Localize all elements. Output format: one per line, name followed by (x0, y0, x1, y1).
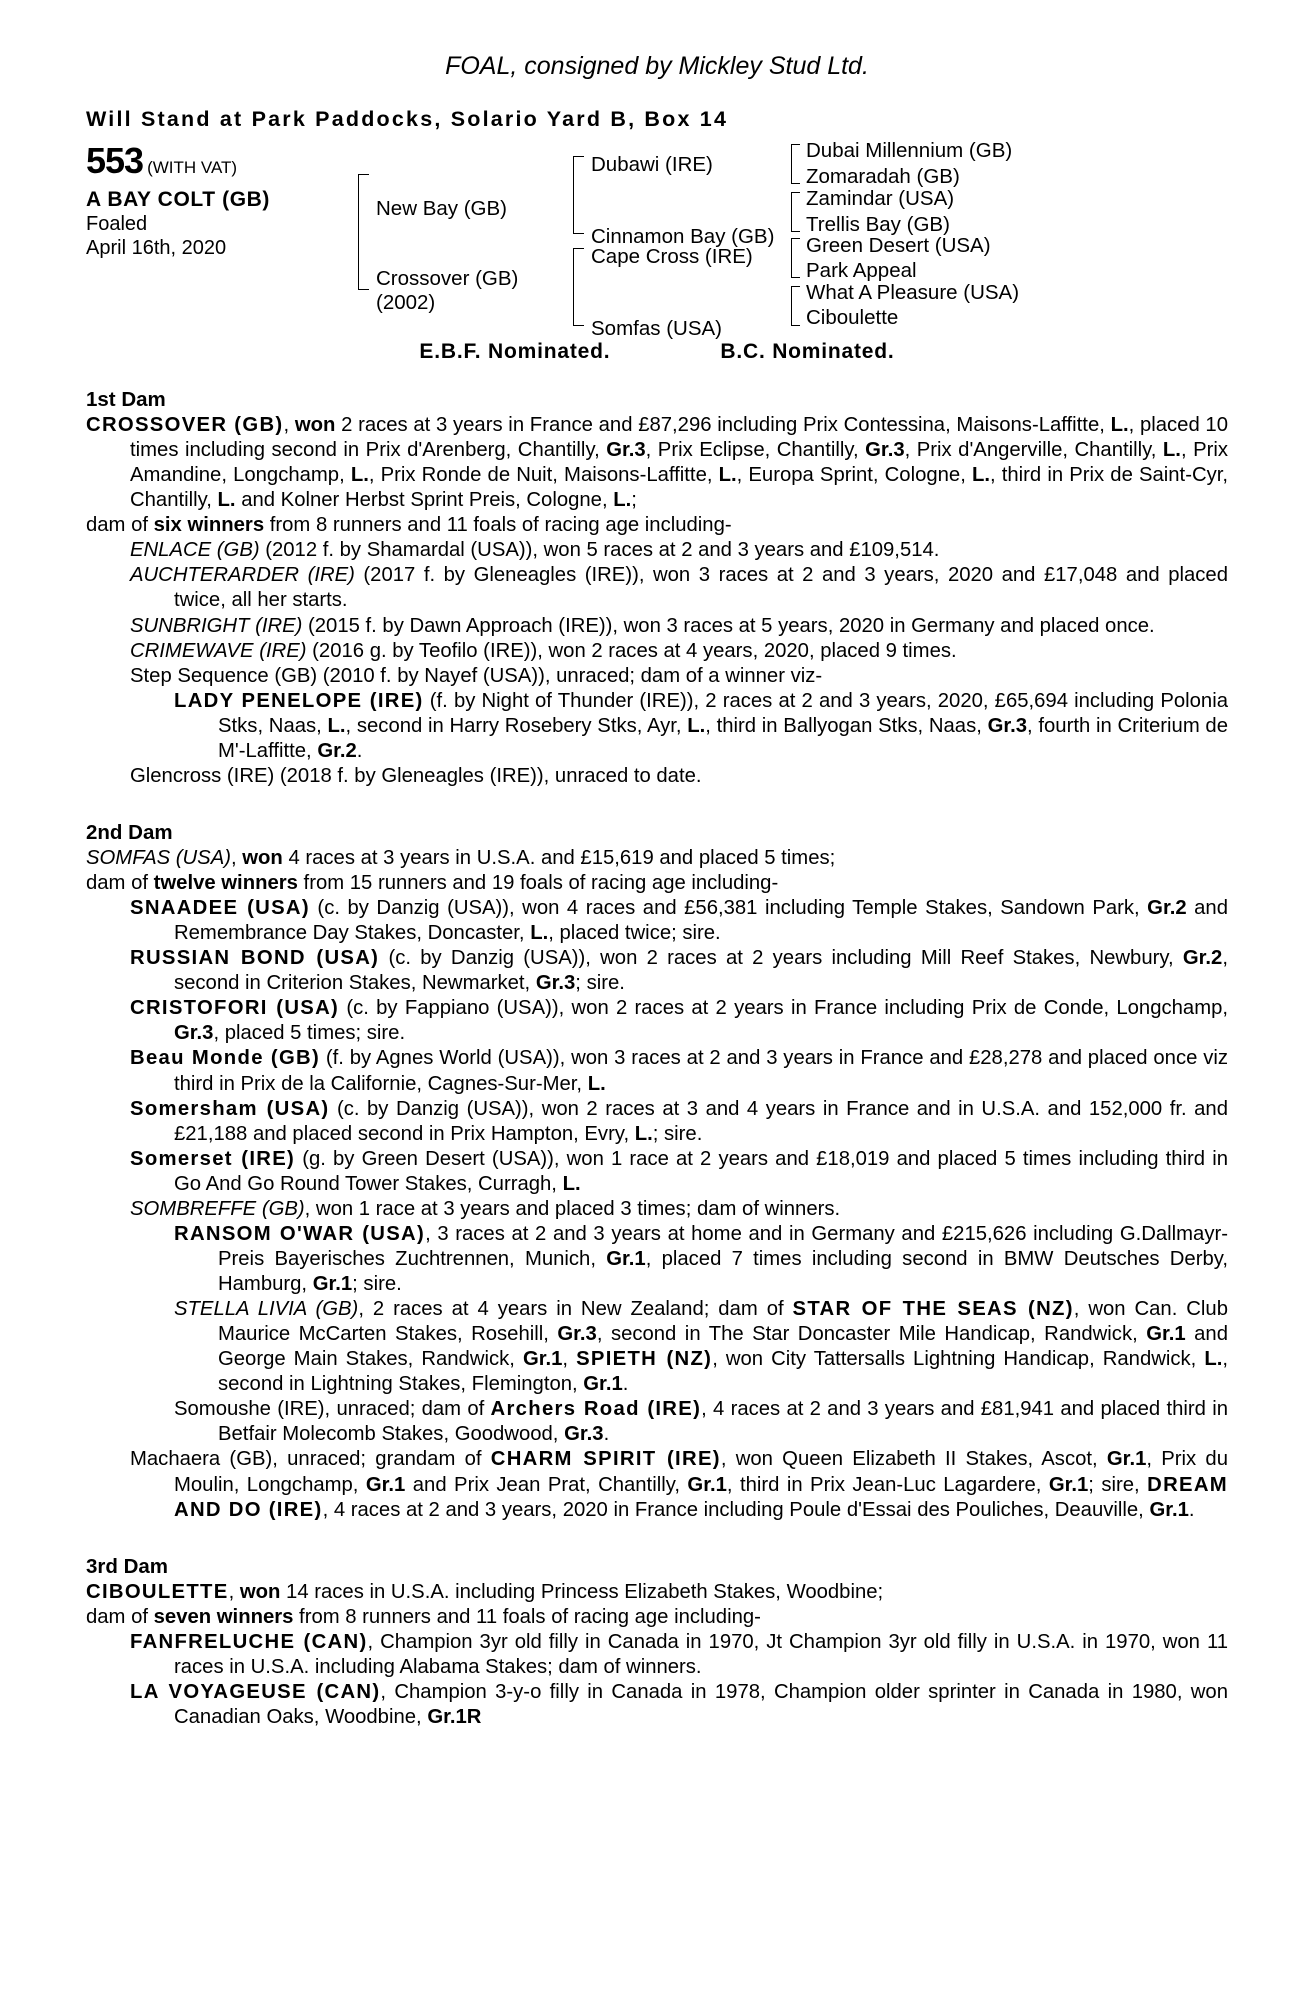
produce-auchterarder: AUCHTERARDER (IRE) (2017 f. by Gleneagles (IRE)), won 3 races at 2 and 3 years, 2020 and £17,048 and placed twice, all her starts. (130, 564, 1228, 612)
sire-name: New Bay (GB) (376, 197, 507, 220)
produce-snaadee: SNAADEE (USA) (c. by Danzig (USA)), won 4 races and £56,381 including Temple Stakes, Sandown Park, Gr.2 and Remembrance Day Stakes, Doncaster, L., placed twice; sire. (130, 897, 1228, 945)
g3-name: Zamindar (USA) (806, 187, 955, 210)
produce-somersham: Somersham (USA) (c. by Danzig (USA)), won 2 races at 3 and 4 years in France and in U.S.A. and 152,000 fr. and £21,188 and placed second in Prix Hampton, Evry, L.; sire. (130, 1097, 1228, 1145)
bc-nominated: B.C. Nominated. (720, 340, 895, 363)
produce-fanfreluche: FANFRELUCHE (CAN), Champion 3yr old filly in Canada in 1970, Jt Champion 3yr old filly in U.S.A. in 1970, won 11 races in U.S.A. including Alabama Stakes; dam of winners. (130, 1630, 1228, 1678)
produce-sombreffe: SOMBREFFE (GB), won 1 race at 3 years and placed 3 times; dam of winners. (130, 1197, 841, 1220)
g6-name: Park Appeal (806, 259, 917, 282)
first-dam-produce-intro: dam of six winners from 8 runners and 11 foals of racing age including- (86, 514, 732, 537)
g2-name: Zomaradah (GB) (806, 165, 960, 188)
produce-step-sequence: Step Sequence (GB) (2010 f. by Nayef (USA)), unraced; dam of a winner viz- (130, 664, 823, 687)
brace-g1 (791, 144, 800, 184)
produce-la-voyageuse: LA VOYAGEUSE (CAN), Champion 3-y-o filly in Canada in 1978, Champion older sprinter in Canada in 1980, won Canadian Oaks, Woodbine, Gr.1R (130, 1680, 1228, 1728)
produce-stella-livia: STELLA LIVIA (GB), 2 races at 4 years in New Zealand; dam of STAR OF THE SEAS (NZ), won Can. Club Maurice McCarten Stakes, Rosehill, Gr.3, second in The Star Doncaster Mile Handicap, Randwick, Gr.1 and George Main Stakes, Randwick, Gr.1, SPIETH (NZ), won City Tattersalls Lightning Handicap, Randwick, L., second in Lightning Stakes, Flemington, Gr.1. (174, 1298, 1229, 1396)
g4-name: Trellis Bay (GB) (806, 213, 950, 236)
sire-sire-name: Dubawi (IRE) (591, 153, 713, 176)
second-dam-body: SOMFAS (USA), won 4 races at 3 years in U.S.A. and £15,619 and placed 5 times; (86, 846, 836, 869)
ebf-nominated: E.B.F. Nominated. (419, 340, 611, 363)
brace-g3 (791, 238, 800, 278)
foaled-label: Foaled (86, 213, 148, 235)
dam-name: Crossover (GB) (376, 267, 519, 290)
produce-ransom-owar: RANSOM O'WAR (USA), 3 races at 2 and 3 years at home and in Germany and £215,626 including G.Dallmayr-Preis Bayerisches Zuchtrennen, Munich, Gr.1, placed 7 times including second in BMW Deutsches Derby, Hamburg, Gr.1; sire. (174, 1222, 1228, 1295)
g8-name: Ciboulette (806, 306, 899, 329)
lot-description: A BAY COLT (GB) (86, 188, 271, 211)
brace-sire (573, 156, 584, 234)
lot-number: 553 (86, 140, 144, 181)
g1-name: Dubai Millennium (GB) (806, 139, 1013, 162)
consignor-line: FOAL, consigned by Mickley Stud Ltd. (445, 52, 869, 80)
first-dam-heading: 1st Dam (86, 388, 166, 411)
g5-name: Green Desert (USA) (806, 234, 991, 257)
brace-outer (358, 174, 369, 290)
lot-details (86, 140, 336, 261)
dam-sire-name: Cape Cross (IRE) (591, 245, 753, 268)
produce-glencross: Glencross (IRE) (2018 f. by Gleneagles (IRE)), unraced to date. (130, 764, 702, 787)
lot-number-line (86, 140, 336, 182)
g7-name: What A Pleasure (USA) (806, 281, 1020, 304)
dam-year: (2002) (376, 291, 436, 314)
produce-russian-bond: RUSSIAN BOND (USA) (c. by Danzig (USA)), won 2 races at 2 years including Mill Reef Stakes, Newbury, Gr.2, second in Criterion Stakes, Newmarket, Gr.3; sire. (130, 947, 1228, 995)
pedigree-diagram (86, 138, 1228, 338)
brace-g4 (791, 286, 800, 326)
produce-beau-monde: Beau Monde (GB) (f. by Agnes World (USA)), won 3 races at 2 and 3 years in France and £28,278 and placed once viz third in Prix de la Californie, Cagnes-Sur-Mer, L. (130, 1047, 1229, 1095)
produce-sunbright: SUNBRIGHT (IRE) (2015 f. by Dawn Approach (IRE)), won 3 races at 5 years, 2020 in Germany and placed once. (130, 614, 1155, 637)
third-dam-body: CIBOULETTE, won 14 races in U.S.A. including Princess Elizabeth Stakes, Woodbine; (86, 1580, 884, 1603)
produce-machaera: Machaera (GB), unraced; grandam of CHARM SPIRIT (IRE), won Queen Elizabeth II Stakes, Ascot, Gr.1, Prix du Moulin, Longchamp, Gr.1 and Prix Jean Prat, Chantilly, Gr.1, third in Prix Jean-Luc Lagardere, Gr.1; sire, DREAM AND DO (IRE), 4 races at 2 and 3 years, 2020 in France including Poule d'Essai des Pouliches, Deauville, Gr.1. (130, 1448, 1228, 1521)
produce-somoushe: Somoushe (IRE), unraced; dam of Archers Road (IRE), 4 races at 2 and 3 years and £81,941 and placed third in Betfair Molecomb Stakes, Goodwood, Gr.3. (174, 1398, 1228, 1446)
brace-dam (573, 248, 584, 326)
with-vat-label: (WITH VAT) (147, 158, 238, 177)
standing-line: Will Stand at Park Paddocks, Solario Yard B, Box 14 (86, 107, 729, 131)
sire-dam-name: Cinnamon Bay (GB) (591, 225, 775, 248)
third-dam-produce-intro: dam of seven winners from 8 runners and 11 foals of racing age including- (86, 1605, 761, 1628)
produce-crimewave: CRIMEWAVE (IRE) (2016 g. by Teofilo (IRE)), won 2 races at 4 years, 2020, placed 9 times. (130, 639, 957, 662)
second-dam-produce-intro: dam of twelve winners from 15 runners and 19 foals of racing age including- (86, 872, 779, 894)
produce-lady-penelope: LADY PENELOPE (IRE) (f. by Night of Thunder (IRE)), 2 races at 2 and 3 years, 2020, £65,694 including Polonia Stks, Naas, L., second in Harry Rosebery Stks, Ayr, L., third in Ballyogan Stks, Naas, Gr.3, fourth in Criterium de M'-Laffitte, Gr.2. (174, 689, 1228, 762)
first-dam-body: CROSSOVER (GB), won 2 races at 3 years in France and £87,296 including Prix Contessina, Maisons-Laffitte, L., placed 10 times including second in Prix d'Arenberg, Chantilly, Gr.3, Prix Eclipse, Chantilly, Gr.3, Prix d'Angerville, Chantilly, L., Prix Amandine, Longchamp, L., Prix Ronde de Nuit, Maisons-Laffitte, L., Europa Sprint, Cologne, L., third in Prix de Saint-Cyr, Chantilly, L. and Kolner Herbst Sprint Preis, Cologne, L.; (86, 414, 1229, 512)
foaled-date: April 16th, 2020 (86, 237, 227, 260)
produce-somerset: Somerset (IRE) (g. by Green Desert (USA)), won 1 race at 2 years and £18,019 and placed 5 times including third in Go And Go Round Tower Stakes, Curragh, L. (130, 1147, 1228, 1195)
dam-dam-name: Somfas (USA) (591, 317, 722, 340)
brace-g2 (791, 192, 800, 232)
nominations-row (86, 340, 1228, 364)
produce-cristofori: CRISTOFORI (USA) (c. by Fappiano (USA)), won 2 races at 2 years in France including Prix de Conde, Longchamp, Gr.3, placed 5 times; sire. (130, 997, 1228, 1045)
third-dam-heading: 3rd Dam (86, 1554, 169, 1578)
produce-enlace: ENLACE (GB) (2012 f. by Shamardal (USA)), won 5 races at 2 and 3 years and £109,514. (130, 539, 940, 562)
second-dam-heading: 2nd Dam (86, 820, 173, 844)
